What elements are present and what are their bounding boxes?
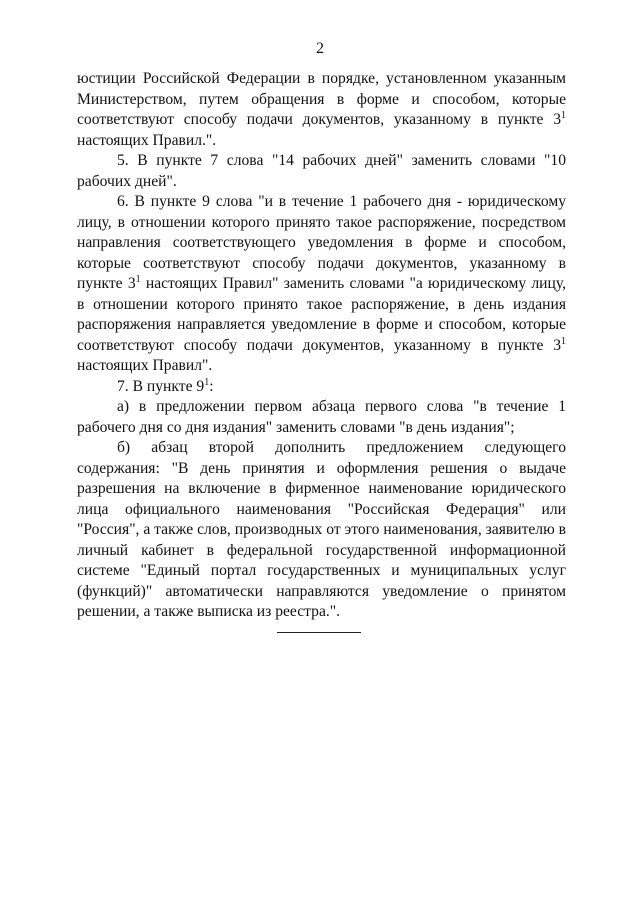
superscript: 1 bbox=[204, 376, 210, 388]
text-run: 7. В пункте 9 bbox=[117, 377, 205, 395]
text-run: настоящих Правил". bbox=[77, 357, 213, 374]
paragraph-p7a bbox=[77, 397, 566, 438]
text-run: 6. В пункте 9 слова "и в течение 1 рабочего дня - юридическому лицу, в отношении которого принято такое распоряжение, посредством направления соответствующего уведомления в форме и способом, которые соответствуют способу подачи документов, указанному в пункте 3 bbox=[77, 193, 566, 292]
superscript: 1 bbox=[561, 110, 566, 121]
end-divider bbox=[277, 632, 361, 633]
text-run: 5. В пункте 7 слова "14 рабочих дней" заменить словами "10 рабочих дней". bbox=[77, 152, 566, 190]
paragraph-p-cont bbox=[77, 69, 566, 151]
document-body bbox=[77, 69, 566, 623]
superscript: 1 bbox=[135, 274, 141, 285]
paragraph-p7b bbox=[77, 438, 566, 623]
page-number: 2 bbox=[316, 40, 324, 57]
paragraph-p6 bbox=[77, 192, 566, 377]
superscript: 1 bbox=[561, 335, 566, 347]
paragraph-p5 bbox=[77, 151, 566, 192]
text-run: б) абзац второй дополнить предложением следующего содержания: "В день принятия и оформления решения о выдаче разрешения на включение в фирменное наименование юридического лица официального наименования "Российская Федерация" или "Россия", а также слов, производных от этого наименования, заявителю в личный кабинет в федеральной государственной информационной системе "Единый портал государственных и муниципальных услуг (функций)" автоматически направляются уведомление о принятом решении, а также выписка из реестра.". bbox=[77, 439, 567, 620]
text-run: настоящих Правил" заменить словами "а юридическому лицу, в отношении которого принято такое распоряжение, в день издания распоряжения направляется уведомление в форме и способом, которые соответствуют способу подачи документов, указанному в пункте 3 bbox=[77, 275, 566, 354]
text-run: настоящих Правил.". bbox=[77, 131, 217, 149]
paragraph-p7 bbox=[77, 377, 566, 398]
text-run: юстиции Российской Федерации в порядке, установленном указанным Министерством, путем обращения в форме и способом, которые соответствуют способу подачи документов, указанному в пункте 3 bbox=[77, 70, 566, 128]
text-run: : bbox=[209, 377, 214, 395]
text-run: а) в предложении первом абзаца первого слова "в течение 1 рабочего дня со дня издания" заменить словами "в день издания"; bbox=[77, 398, 566, 436]
